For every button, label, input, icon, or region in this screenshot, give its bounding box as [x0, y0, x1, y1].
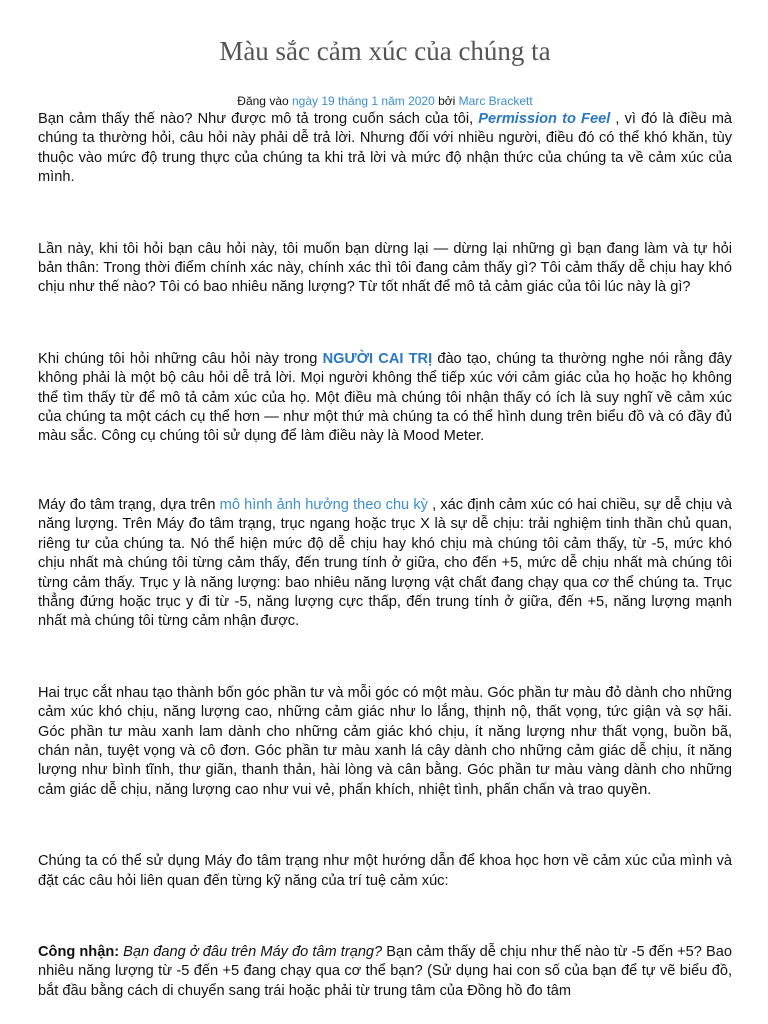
paragraph-3-text-a: Khi chúng tôi hỏi những câu hỏi này trong — [38, 350, 323, 367]
paragraph-7-text: Bạn cảm thấy dễ chịu như thế nào từ -5 đến +5? Bao nhiêu năng lượng từ -5 đến +5 đang chạy qua cơ thể bạn? (Sử dụng hai con số của bạn để tự vẽ biểu đồ, bắt đầu bằng cách di chuyển sang trái hoặc phải từ trung tâm của Đồng hồ đo tâm — [38, 943, 732, 999]
paragraph-2: Lần này, khi tôi hỏi bạn câu hỏi này, tôi muốn bạn dừng lại — dừng lại những gì bạn đang làm và tự hỏi bản thân: Trong thời điểm chính xác này, chính xác thì tôi đang cảm thấy gì? Tôi cảm thấy dễ chịu hay khó chịu như thế nào? Tôi có bao nhiêu năng lượng? Từ tốt nhất để mô tả cảm giác của tôi lúc này là gì? — [38, 240, 732, 296]
paragraph-7 — [38, 943, 732, 1001]
recognition-question: Bạn đang ở đâu trên Máy đo tâm trạng? — [119, 943, 383, 960]
paragraph-1-text-a: Bạn cảm thấy thế nào? Như được mô tả trong cuốn sách của tôi, — [38, 111, 479, 127]
circumplex-model-link[interactable]: mô hình ảnh hưởng theo chu kỳ — [219, 496, 428, 513]
byline-by: bởi — [434, 94, 459, 108]
paragraph-4-text-b: , xác định cảm xúc có hai chiều, sự dễ chịu và năng lượng. Trên Máy đo tâm trạng, trục ngang hoặc trục X là sự dễ chịu: trải nghiệm tinh thần chủ quan, riêng tư của chúng ta. Nó thể hiện mức độ dễ chịu hay khó chịu mà chúng tôi cảm thấy, từ -5, mức khó chịu nhất mà chúng tôi từng cảm thấy, đến trung tính ở giữa, cho đến +5, mức dễ chịu nhất mà chúng tôi từng cảm thấy. Trục y là năng lượng: bao nhiêu năng lượng vật chất đang chạy qua cơ thể chúng ta. Trục thẳng đứng hoặc trục y đi từ -5, năng lượng cực thấp, đến trung tính ở giữa, đến +5, năng lượng mạnh nhất mà chúng tôi từng cảm nhận được. — [38, 496, 732, 630]
byline-prefix: Đăng vào — [237, 94, 292, 108]
paragraph-5: Hai trục cắt nhau tạo thành bốn góc phần tư và mỗi góc có một màu. Góc phần tư màu đỏ dành cho những cảm xúc khó chịu, năng lượng cao, những cảm giác như lo lắng, thịnh nộ, thất vọng, tức giận và sợ hãi. Góc phần tư màu xanh lam dành cho những cảm giác khó chịu, ít năng lượng như thất vọng, buồn bã, chán nản, tuyệt vọng và cô đơn. Góc phần tư màu xanh lá cây dành cho những cảm giác dễ chịu, ít năng lượng như bình tĩnh, thư giãn, thanh thản, hài lòng và cân bằng. Góc phần tư màu vàng dành cho những cảm giác dễ chịu, năng lượng cao như vui vẻ, phấn khích, nhiệt tình, phấn chấn và trao quyền. — [38, 684, 732, 798]
book-link[interactable]: Permission to Feel — [478, 111, 611, 127]
ruler-link[interactable]: NGƯỜI CAI TRỊ — [322, 350, 433, 367]
paragraph-6: Chúng ta có thể sử dụng Máy đo tâm trạng như một hướng dẫn để khoa học hơn về cảm xúc của mình và đặt các câu hỏi liên quan đến từng kỹ năng của trí tuệ cảm xúc: — [38, 853, 732, 889]
paragraph-4 — [38, 496, 732, 632]
paragraph-1-text-b: , vì đó là điều mà chúng ta thường hỏi, câu hỏi này phải dễ trả lời. Nhưng đối với nhiều người, điều đó có thể khó khăn, tùy thuộc vào mức độ trung thực của chúng ta khi trả lời và mức độ nhận thức của chúng ta về cảm xúc của mình. — [38, 111, 732, 186]
paragraph-4-text-a: Máy đo tâm trạng, dựa trên — [38, 496, 220, 513]
author-link[interactable]: Marc Brackett — [458, 94, 533, 108]
recognition-label: Công nhận: — [38, 943, 120, 960]
paragraph-1 — [38, 110, 732, 188]
article-title: Màu sắc cảm xúc của chúng ta — [219, 36, 551, 66]
paragraph-3-text-b: đào tạo, chúng ta thường nghe nói rằng đây không phải là một bộ câu hỏi dễ trả lời. Mọi người không thể tiếp xúc với cảm giác của họ hoặc họ không thể tìm thấy từ để mô tả cảm xúc của họ. Một điều mà chúng tôi nhận thấy có ích là suy nghĩ về cảm xúc của chúng ta một cách cụ thể hơn — như một thứ mà chúng ta có thể hình dung trên biểu đồ và có đầy đủ màu sắc. Công cụ chúng tôi sử dụng để làm điều này là Mood Meter. — [38, 350, 732, 445]
post-date-link[interactable]: ngày 19 tháng 1 năm 2020 — [292, 94, 435, 108]
byline — [38, 94, 732, 108]
paragraph-3 — [38, 350, 732, 447]
